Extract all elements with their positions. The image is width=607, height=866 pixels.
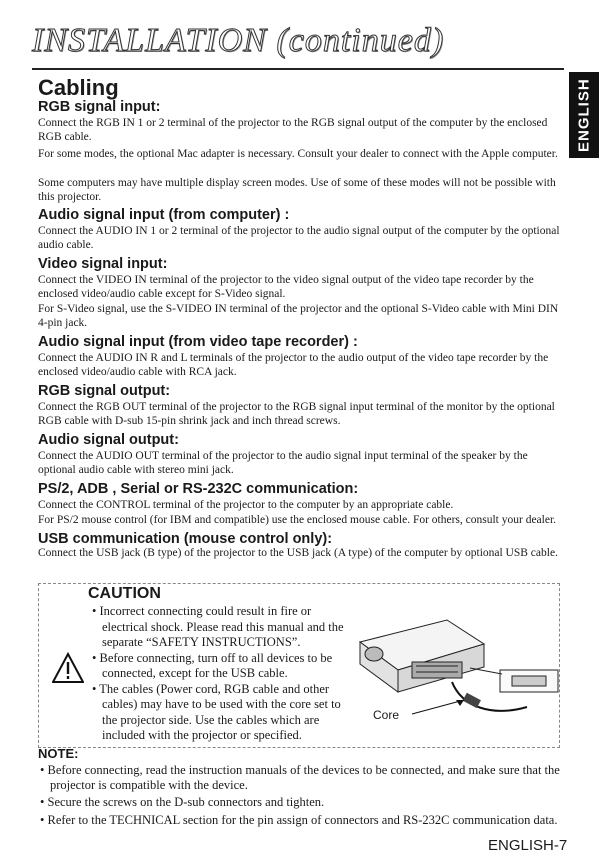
note-title: NOTE: <box>38 746 79 761</box>
rgb-input-para-1: Connect the RGB IN 1 or 2 terminal of the projector to the RGB signal output of the computer by the enclosed RGB cable. <box>38 117 548 143</box>
page-header-title: INSTALLATION (continued) <box>32 22 445 59</box>
header-rule <box>32 68 564 70</box>
note-item: • Secure the screws on the D-sub connectors and tighten. <box>40 795 325 809</box>
warning-triangle-icon <box>52 652 84 684</box>
section-title-cabling: Cabling <box>38 75 119 100</box>
rgb-input-para-3: Some computers may have multiple display screen modes. Use of some of these modes will not be possible with this projector. <box>38 177 556 203</box>
audio-input-computer-para: Connect the AUDIO IN 1 or 2 terminal of the projector to the audio signal output of the computer by the optional audio cable. <box>38 225 560 251</box>
audio-output-para: Connect the AUDIO OUT terminal of the projector to the audio signal input terminal of the speaker by the optional audio cable with stereo mini jack. <box>38 450 528 476</box>
heading-rgb-input: RGB signal input: <box>38 99 161 115</box>
note-item: • Before connecting, read the instruction manuals of the devices to be connected, and make sure that the projector is compatible with the device. <box>40 763 560 792</box>
video-input-para-2: For S-Video signal, use the S-VIDEO IN terminal of the projector and the optional S-Video cable with Mini DIN 4-pin jack. <box>38 303 559 329</box>
usb-para: Connect the USB jack (B type) of the projector to the USB jack (A type) of the computer by optional USB cable. <box>38 547 558 559</box>
heading-audio-output: Audio signal output: <box>38 432 179 448</box>
communication-para-2: For PS/2 mouse control (for IBM and compatible) use the enclosed mouse cable. For others, consult your dealer. <box>38 514 557 526</box>
communication-para-1: Connect the CONTROL terminal of the projector to the computer by an appropriate cable. <box>38 499 454 511</box>
core-label: Core <box>373 708 400 722</box>
audio-input-vtr-para: Connect the AUDIO IN R and L terminals of the projector to the audio output of the video tape recorder by the enclosed video/audio cable with RCA jack. <box>38 352 549 378</box>
heading-audio-input-computer: Audio signal input (from computer) : <box>38 207 290 223</box>
note-item: • Refer to the TECHNICAL section for the pin assign of connectors and RS-232C communication data. <box>40 812 558 827</box>
heading-usb: USB communication (mouse control only): <box>38 531 333 547</box>
video-input-para-1: Connect the VIDEO IN terminal of the projector to the video signal output of the video tape recorder by the enclosed video/audio cable except for S-Video signal. <box>38 274 534 300</box>
caution-title: CAUTION <box>88 585 161 602</box>
caution-item: • The cables (Power cord, RGB cable and other cables) may have to be used with the core set to the projector side. Use the cables which are included with the projector or specified. <box>92 681 341 742</box>
heading-video-input: Video signal input: <box>38 256 168 272</box>
projector-drawing <box>360 620 484 692</box>
language-tab: ENGLISH <box>569 72 599 158</box>
caution-list <box>92 604 354 744</box>
heading-communication: PS/2, ADB , Serial or RS-232C communication: <box>38 481 359 497</box>
core-ferrite <box>463 693 481 708</box>
page-number: ENGLISH-7 <box>488 837 568 854</box>
heading-rgb-output: RGB signal output: <box>38 383 171 399</box>
rgb-input-para-2: For some modes, the optional Mac adapter is necessary. Consult your dealer to connect with the Apple computer. <box>38 148 558 160</box>
caution-item: • Incorrect connecting could result in fire or electrical shock. Please read this manual and the separate “SAFETY INSTRUCTIONS”. <box>92 604 344 649</box>
note-list <box>38 763 568 830</box>
heading-audio-input-vtr: Audio signal input (from video tape recorder) : <box>38 334 358 350</box>
connector-box <box>500 670 558 692</box>
rgb-output-para: Connect the RGB OUT terminal of the projector to the RGB signal input terminal of the monitor by the optional RGB cable with D-sub 15-pin shrink jack and inch thread screws. <box>38 401 555 427</box>
caution-item: • Before connecting, turn off to all devices to be connected, except for the USB cable. <box>92 650 333 680</box>
